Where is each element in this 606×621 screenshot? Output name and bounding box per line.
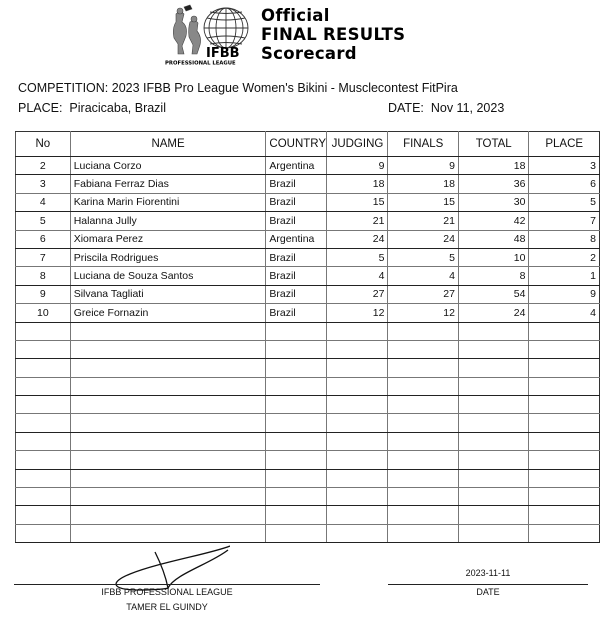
cell-finals-empty bbox=[388, 377, 459, 395]
cell-finals: 24 bbox=[388, 230, 459, 248]
signer-name: TAMER EL GUINDY bbox=[126, 602, 208, 612]
cell-country: Brazil bbox=[266, 304, 327, 322]
cell-place: 6 bbox=[529, 175, 600, 193]
cell-name-empty bbox=[70, 359, 266, 377]
cell-no-empty bbox=[16, 432, 71, 450]
cell-name: Fabiana Ferraz Dias bbox=[70, 175, 266, 193]
competition-line bbox=[18, 81, 458, 95]
cell-judging: 18 bbox=[327, 175, 388, 193]
cell-no: 9 bbox=[16, 285, 71, 303]
cell-total-empty bbox=[458, 322, 529, 340]
cell-name-empty bbox=[70, 451, 266, 469]
column-header-place: PLACE bbox=[529, 132, 600, 157]
cell-total: 48 bbox=[458, 230, 529, 248]
cell-name-empty bbox=[70, 377, 266, 395]
cell-no: 6 bbox=[16, 230, 71, 248]
cell-place-empty bbox=[529, 432, 600, 450]
cell-name: Luciana de Souza Santos bbox=[70, 267, 266, 285]
cell-no-empty bbox=[16, 340, 71, 358]
cell-place: 7 bbox=[529, 212, 600, 230]
title-line-final-results: FINAL RESULTS bbox=[261, 25, 406, 44]
cell-no-empty bbox=[16, 322, 71, 340]
cell-place: 8 bbox=[529, 230, 600, 248]
cell-name: Luciana Corzo bbox=[70, 157, 266, 175]
cell-judging-empty bbox=[327, 340, 388, 358]
cell-no: 7 bbox=[16, 248, 71, 266]
cell-place-empty bbox=[529, 377, 600, 395]
title-line-scorecard: Scorecard bbox=[261, 44, 357, 63]
cell-judging: 21 bbox=[327, 212, 388, 230]
cell-name: Priscila Rodrigues bbox=[70, 248, 266, 266]
cell-finals-empty bbox=[388, 414, 459, 432]
cell-finals: 21 bbox=[388, 212, 459, 230]
cell-total: 36 bbox=[458, 175, 529, 193]
cell-country-empty bbox=[266, 451, 327, 469]
empty-table-row bbox=[16, 340, 600, 358]
cell-total-empty bbox=[458, 340, 529, 358]
cell-no-empty bbox=[16, 488, 71, 506]
signer-organization: IFBB PROFESSIONAL LEAGUE bbox=[101, 587, 233, 597]
cell-finals-empty bbox=[388, 469, 459, 487]
cell-place: 5 bbox=[529, 193, 600, 211]
cell-no: 4 bbox=[16, 193, 71, 211]
empty-table-row bbox=[16, 506, 600, 524]
cell-country-empty bbox=[266, 340, 327, 358]
cell-total-empty bbox=[458, 524, 529, 542]
cell-name-empty bbox=[70, 340, 266, 358]
cell-place: 2 bbox=[529, 248, 600, 266]
cell-place-empty bbox=[529, 469, 600, 487]
cell-no: 2 bbox=[16, 157, 71, 175]
cell-judging: 15 bbox=[327, 193, 388, 211]
cell-judging-empty bbox=[327, 359, 388, 377]
cell-name: Silvana Tagliati bbox=[70, 285, 266, 303]
cell-total: 30 bbox=[458, 193, 529, 211]
cell-total-empty bbox=[458, 377, 529, 395]
cell-name-empty bbox=[70, 414, 266, 432]
cell-judging: 5 bbox=[327, 248, 388, 266]
table-row bbox=[16, 157, 600, 175]
empty-table-row bbox=[16, 469, 600, 487]
cell-judging-empty bbox=[327, 488, 388, 506]
cell-name-empty bbox=[70, 506, 266, 524]
cell-finals-empty bbox=[388, 524, 459, 542]
table-row bbox=[16, 267, 600, 285]
cell-place-empty bbox=[529, 359, 600, 377]
logo-league-text: PROFESSIONAL LEAGUE bbox=[165, 60, 236, 66]
results-table-body bbox=[16, 157, 600, 543]
cell-finals-empty bbox=[388, 396, 459, 414]
title-line-official: Official bbox=[261, 6, 330, 25]
date-line bbox=[388, 101, 504, 115]
cell-name: Halanna Jully bbox=[70, 212, 266, 230]
cell-total-empty bbox=[458, 469, 529, 487]
cell-total-empty bbox=[458, 396, 529, 414]
empty-table-row bbox=[16, 432, 600, 450]
column-header-name: NAME bbox=[70, 132, 266, 157]
cell-no: 5 bbox=[16, 212, 71, 230]
cell-total: 42 bbox=[458, 212, 529, 230]
column-header-total: TOTAL bbox=[458, 132, 529, 157]
cell-total-empty bbox=[458, 414, 529, 432]
cell-finals: 15 bbox=[388, 193, 459, 211]
table-row bbox=[16, 230, 600, 248]
cell-finals: 5 bbox=[388, 248, 459, 266]
cell-total: 24 bbox=[458, 304, 529, 322]
column-header-country: COUNTRY bbox=[266, 132, 327, 157]
cell-finals: 18 bbox=[388, 175, 459, 193]
place-line bbox=[18, 101, 166, 115]
cell-country-empty bbox=[266, 396, 327, 414]
cell-total-empty bbox=[458, 359, 529, 377]
cell-name-empty bbox=[70, 322, 266, 340]
cell-judging: 4 bbox=[327, 267, 388, 285]
cell-country-empty bbox=[266, 506, 327, 524]
cell-name-empty bbox=[70, 524, 266, 542]
ifbb-pro-league-logo bbox=[162, 4, 262, 66]
table-header-row bbox=[16, 132, 600, 157]
empty-table-row bbox=[16, 322, 600, 340]
cell-finals-empty bbox=[388, 340, 459, 358]
cell-judging-empty bbox=[327, 396, 388, 414]
cell-finals-empty bbox=[388, 451, 459, 469]
cell-country: Brazil bbox=[266, 285, 327, 303]
cell-total-empty bbox=[458, 506, 529, 524]
cell-place-empty bbox=[529, 322, 600, 340]
cell-place-empty bbox=[529, 340, 600, 358]
column-header-no: No bbox=[16, 132, 71, 157]
cell-country-empty bbox=[266, 322, 327, 340]
table-row bbox=[16, 285, 600, 303]
empty-table-row bbox=[16, 377, 600, 395]
cell-finals: 9 bbox=[388, 157, 459, 175]
cell-country-empty bbox=[266, 377, 327, 395]
empty-table-row bbox=[16, 524, 600, 542]
cell-place-empty bbox=[529, 396, 600, 414]
cell-judging-empty bbox=[327, 322, 388, 340]
cell-place: 1 bbox=[529, 267, 600, 285]
cell-total: 10 bbox=[458, 248, 529, 266]
cell-total: 54 bbox=[458, 285, 529, 303]
cell-country: Brazil bbox=[266, 193, 327, 211]
cell-country-empty bbox=[266, 524, 327, 542]
cell-name-empty bbox=[70, 488, 266, 506]
table-row bbox=[16, 304, 600, 322]
globe-icon bbox=[204, 8, 248, 48]
cell-country: Brazil bbox=[266, 267, 327, 285]
cell-no-empty bbox=[16, 451, 71, 469]
signed-date-label: DATE bbox=[476, 587, 500, 597]
signed-date-value: 2023-11-11 bbox=[465, 568, 511, 578]
cell-no-empty bbox=[16, 469, 71, 487]
cell-judging-empty bbox=[327, 524, 388, 542]
cell-total: 18 bbox=[458, 157, 529, 175]
cell-name-empty bbox=[70, 432, 266, 450]
cell-judging: 24 bbox=[327, 230, 388, 248]
cell-total-empty bbox=[458, 488, 529, 506]
cell-judging: 12 bbox=[327, 304, 388, 322]
signature-line bbox=[14, 584, 320, 585]
cell-name-empty bbox=[70, 396, 266, 414]
cell-total-empty bbox=[458, 432, 529, 450]
cell-place: 9 bbox=[529, 285, 600, 303]
empty-table-row bbox=[16, 414, 600, 432]
cell-no: 3 bbox=[16, 175, 71, 193]
cell-place-empty bbox=[529, 488, 600, 506]
date-label: DATE: bbox=[388, 101, 424, 115]
column-header-judging: JUDGING bbox=[327, 132, 388, 157]
place-value: Piracicaba, Brazil bbox=[69, 101, 166, 115]
cell-name-empty bbox=[70, 469, 266, 487]
cell-country-empty bbox=[266, 414, 327, 432]
logo-ifbb-text: IFBB bbox=[206, 46, 240, 61]
place-label: PLACE: bbox=[18, 101, 63, 115]
cell-name: Karina Marin Fiorentini bbox=[70, 193, 266, 211]
cell-no-empty bbox=[16, 377, 71, 395]
date-value: Nov 11, 2023 bbox=[430, 101, 505, 115]
cell-finals: 12 bbox=[388, 304, 459, 322]
cell-judging-empty bbox=[327, 451, 388, 469]
cell-no-empty bbox=[16, 359, 71, 377]
cell-country-empty bbox=[266, 432, 327, 450]
cell-finals: 27 bbox=[388, 285, 459, 303]
cell-place-empty bbox=[529, 506, 600, 524]
cell-finals: 4 bbox=[388, 267, 459, 285]
results-table bbox=[15, 131, 600, 543]
table-row bbox=[16, 212, 600, 230]
cell-no-empty bbox=[16, 524, 71, 542]
cell-no-empty bbox=[16, 506, 71, 524]
cell-place-empty bbox=[529, 451, 600, 469]
cell-place-empty bbox=[529, 524, 600, 542]
cell-finals-empty bbox=[388, 506, 459, 524]
cell-judging-empty bbox=[327, 469, 388, 487]
empty-table-row bbox=[16, 488, 600, 506]
cell-judging: 27 bbox=[327, 285, 388, 303]
cell-no: 10 bbox=[16, 304, 71, 322]
table-row bbox=[16, 193, 600, 211]
cell-name: Greice Fornazin bbox=[70, 304, 266, 322]
cell-judging: 9 bbox=[327, 157, 388, 175]
cell-place-empty bbox=[529, 414, 600, 432]
cell-finals-empty bbox=[388, 432, 459, 450]
cell-finals-empty bbox=[388, 322, 459, 340]
cell-country: Brazil bbox=[266, 212, 327, 230]
cell-total-empty bbox=[458, 451, 529, 469]
table-row bbox=[16, 175, 600, 193]
column-header-finals: FINALS bbox=[388, 132, 459, 157]
cell-finals-empty bbox=[388, 359, 459, 377]
cell-judging-empty bbox=[327, 432, 388, 450]
cell-no-empty bbox=[16, 396, 71, 414]
cell-judging-empty bbox=[327, 377, 388, 395]
cell-place: 4 bbox=[529, 304, 600, 322]
cell-country: Argentina bbox=[266, 230, 327, 248]
competition-value: 2023 IFBB Pro League Women's Bikini - Musclecontest FitPira bbox=[111, 81, 458, 95]
cell-judging-empty bbox=[327, 414, 388, 432]
cell-finals-empty bbox=[388, 488, 459, 506]
cell-judging-empty bbox=[327, 506, 388, 524]
cell-country-empty bbox=[266, 469, 327, 487]
empty-table-row bbox=[16, 396, 600, 414]
cell-total: 8 bbox=[458, 267, 529, 285]
cell-country-empty bbox=[266, 488, 327, 506]
cell-name: Xiomara Perez bbox=[70, 230, 266, 248]
scorecard-title bbox=[261, 6, 405, 63]
cell-place: 3 bbox=[529, 157, 600, 175]
table-row bbox=[16, 248, 600, 266]
cell-country: Brazil bbox=[266, 175, 327, 193]
cell-no-empty bbox=[16, 414, 71, 432]
cell-no: 8 bbox=[16, 267, 71, 285]
empty-table-row bbox=[16, 359, 600, 377]
cell-country: Brazil bbox=[266, 248, 327, 266]
empty-table-row bbox=[16, 451, 600, 469]
cell-country-empty bbox=[266, 359, 327, 377]
cell-country: Argentina bbox=[266, 157, 327, 175]
date-signature-line bbox=[388, 584, 588, 585]
competition-label: COMPETITION: bbox=[18, 81, 109, 95]
athletes-figure-icon bbox=[173, 5, 200, 54]
